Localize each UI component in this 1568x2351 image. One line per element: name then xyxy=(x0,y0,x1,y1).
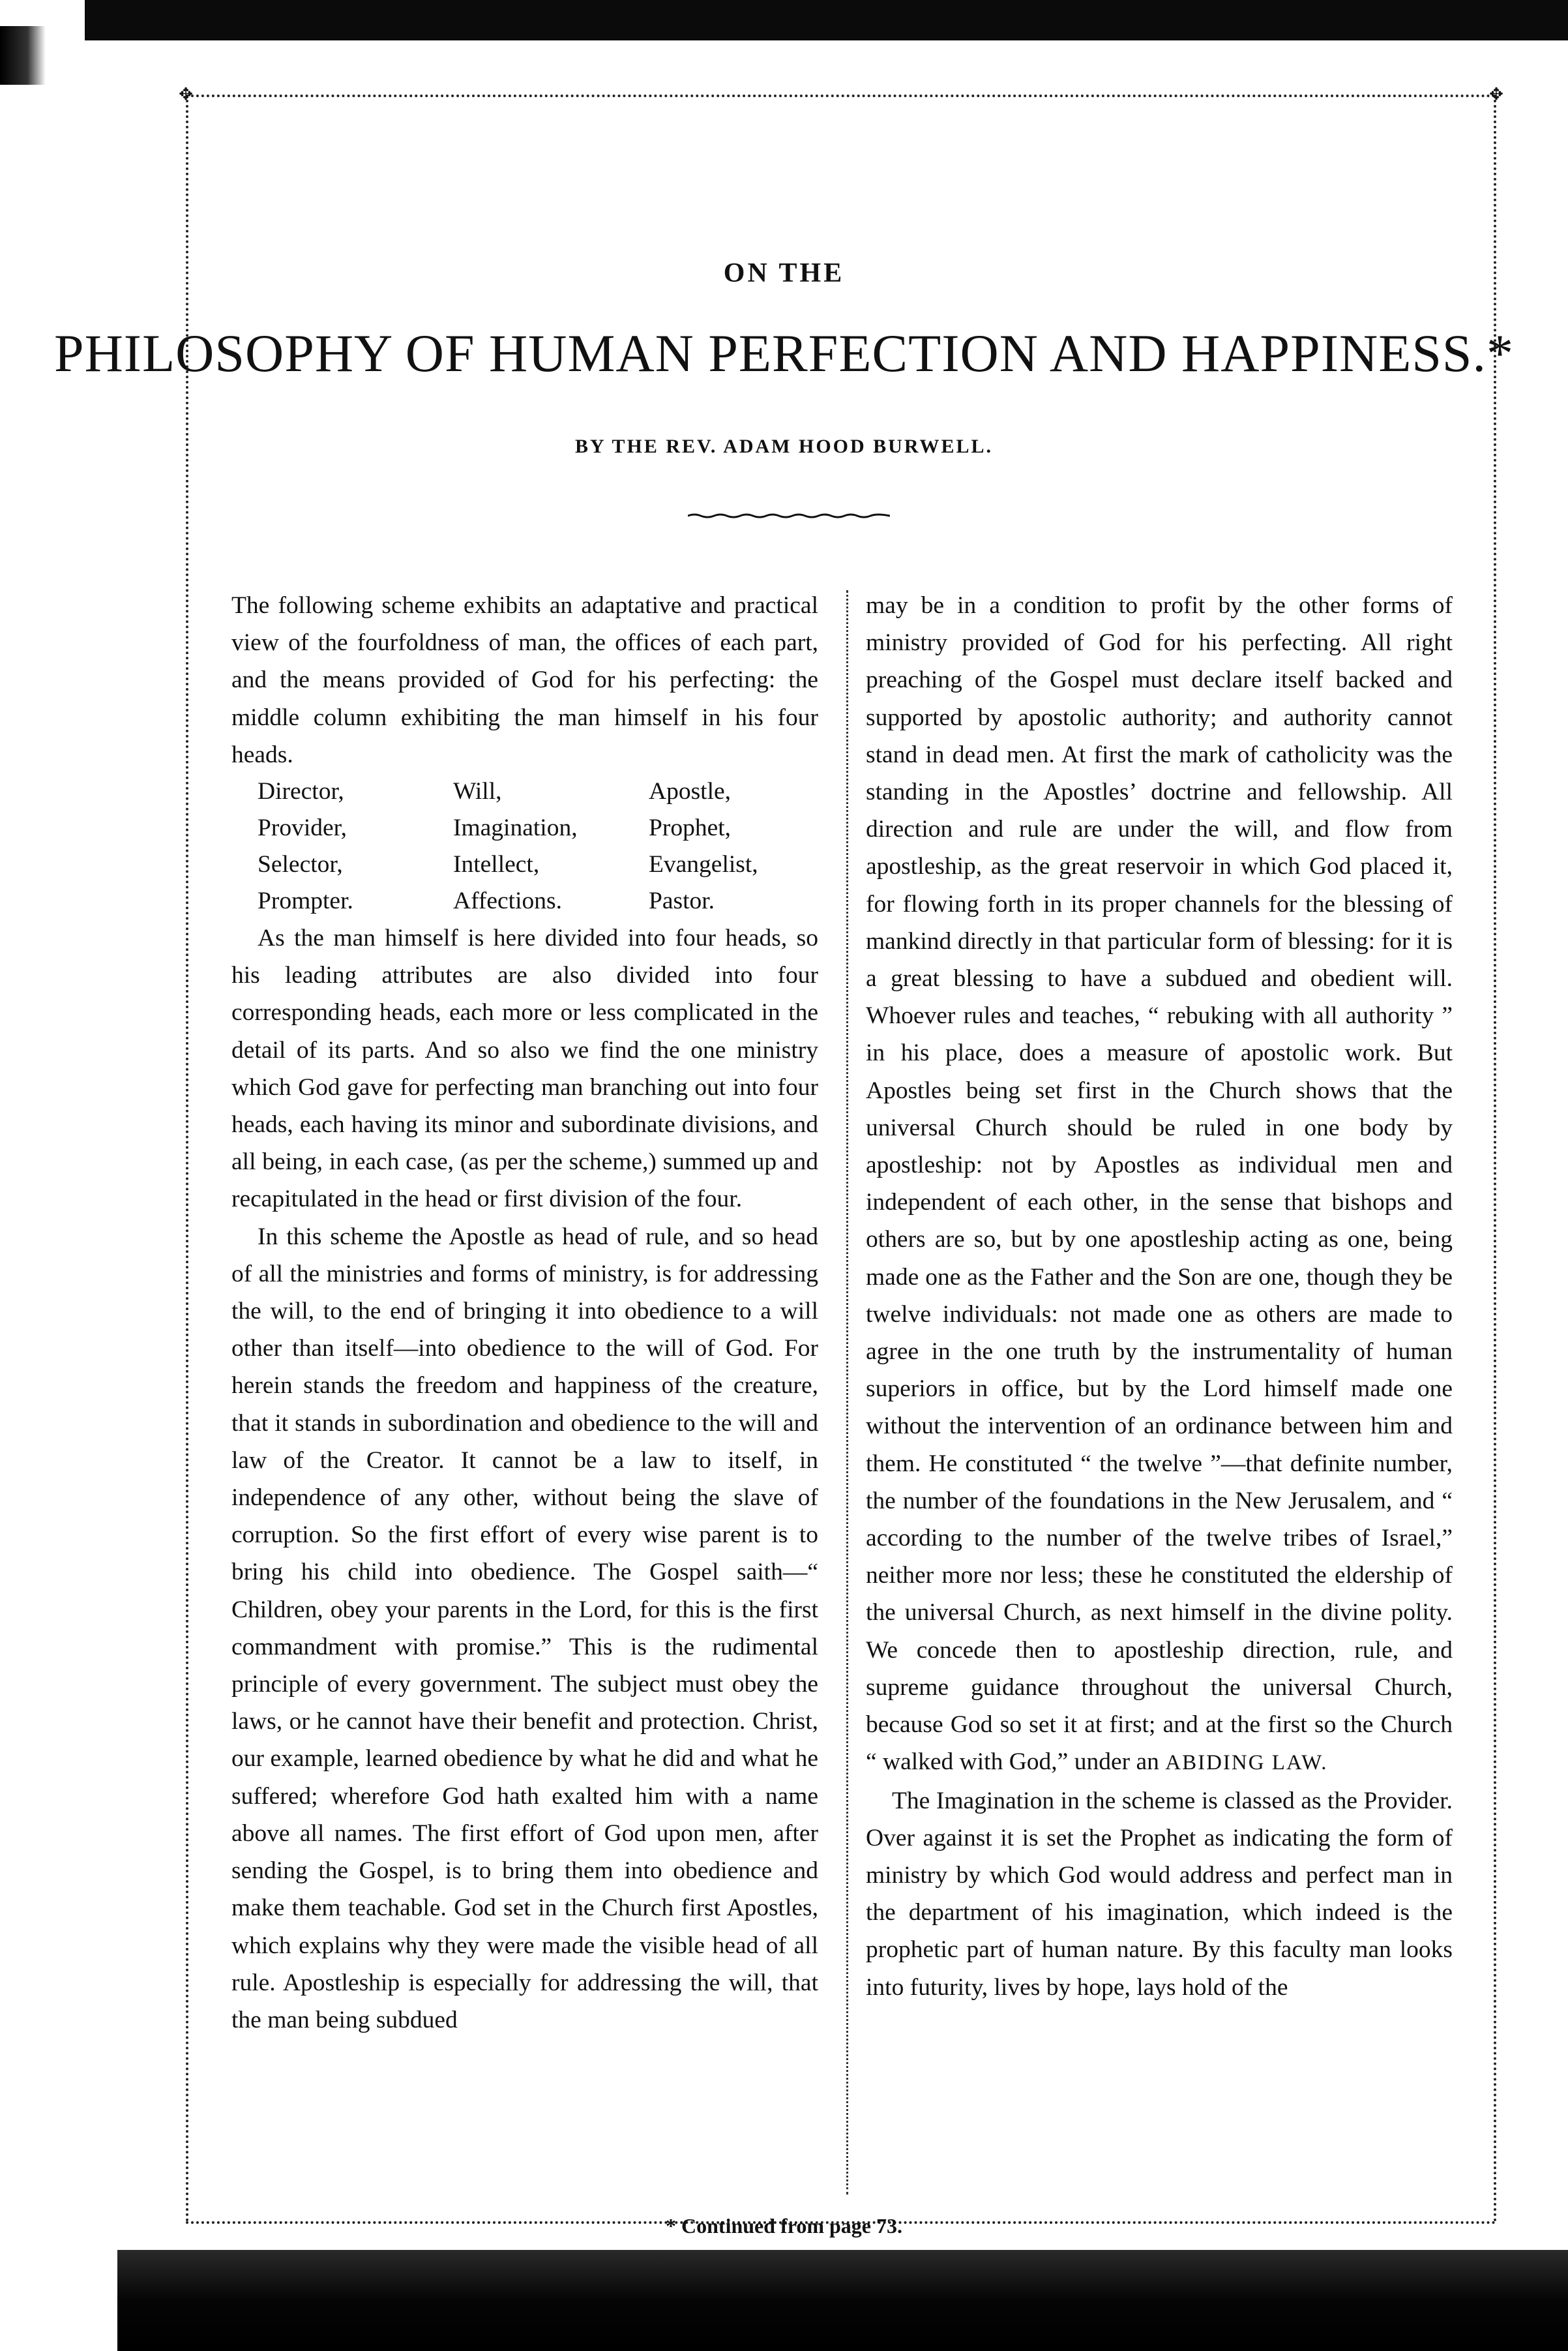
paragraph-intro: The following scheme exhibits an adaptative and practical view of the fourfoldness of man, the offices of each part, and the means provided of God for his perfecting: the middle column exhibiting the man himself in his four heads. xyxy=(231,592,818,768)
abiding-law: ABIDING LAW. xyxy=(1165,1751,1328,1775)
scheme-cell: Apostle, xyxy=(649,778,732,805)
left-column xyxy=(231,587,818,2039)
author-byline: BY THE REV. ADAM HOOD BURWELL. xyxy=(575,436,993,457)
scheme-cell: Pastor. xyxy=(649,888,715,915)
scheme-cell: Will, xyxy=(453,778,502,805)
ornament-top-left: ✥ xyxy=(179,85,193,104)
column-divider xyxy=(846,590,848,2194)
title-preface: ON THE xyxy=(723,258,845,288)
scheme-cell: Intellect, xyxy=(453,851,540,878)
paragraph-imagination: The Imagination in the scheme is classed as the Provider. Over against it is set the Prophet as indicating the form of ministry by which God would address and perfect man in the department of his imagination, which indeed is the prophetic part of human nature. By this faculty man looks into futurity, lives by hope, lays hold of the xyxy=(866,1787,1453,2001)
paragraph-apostle: In this scheme the Apostle as head of rule, and so head of all the ministries and forms of ministry, is for addressing the will, to the end of bringing it into obedience to a will other than itself—into obedience to the will of God. For herein stands the freedom and happiness of the creature, that it stands in subordination and obedience to the will and law of the Creator. It cannot be a law to itself, in independence of any other, without being the slave of corruption. So the first effort of every wise parent is to bring his child into obedience. The Gospel saith—“ Children, obey your parents in the Lord, for this is the first commandment with promise.” This is the rudimental principle of every government. The subject must obey the laws, or he cannot have their benefit and protection. Christ, our example, learned obedience by what he did and what he suffered; wherefore God hath exalted him with a name above all names. The first effort of God upon men, after sending the Gospel, is to bring them into obedience and make them teachable. God set in the Church first Apostles, which explains why they were made the visible head of all rule. Apostleship is especially for addressing the will, that the man being subdued xyxy=(231,1223,818,2033)
paragraph-four-heads: As the man himself is here divided into four heads, so his leading attributes are also divided into four corresponding heads, each more or less complicated in the detail of its parts. And so also we find the one ministry which God gave for perfecting man branching out into four heads, each having its minor and subordinate divisions, and all being, in each case, (as per the scheme,) summed up and recapitulated in the head or first division of the four. xyxy=(231,925,818,1213)
scheme-cell: Prompter. xyxy=(258,888,353,915)
scan-left-edge xyxy=(0,26,46,85)
page-title: PHILOSOPHY OF HUMAN PERFECTION AND HAPPINESS.* xyxy=(53,323,1515,383)
scheme-cell: Director, xyxy=(258,778,344,805)
scheme-cell: Affections. xyxy=(453,888,562,915)
scheme-cell: Selector, xyxy=(258,851,343,878)
scan-top-edge xyxy=(85,0,1568,40)
scheme-table xyxy=(231,773,818,920)
paragraph-apostleship-text: may be in a condition to profit by the other forms of ministry provided of God for his perfecting. All right preaching of the Gospel must declare itself backed and supported by apostolic authority; and authority cannot stand in dead men. At first the mark of catholicity was the standing in the Apostles’ doctrine and fellowship. All direction and rule are under the will, and flow from apostleship, as the great reservoir in which God placed it, for flowing forth in its proper channels for the blessing of mankind directly in that particular form of blessing: for it is a great blessing to have a subdued and obedient will. Whoever rules and teaches, “ rebuking with all authority ” in his place, does a measure of apostolic work. But Apostles being set first in the Church shows that the universal Church should be ruled in one body by apostleship: not by Apostles as individual men and independent of each other, in the sense that bishops and others are so, but by one apostleship acting as one, being made one as the Father and the Son are one, though they be twelve individuals: not made one as others are made to agree in the one truth by the instrumentality of human superiors in office, but by the Lord himself made one without the intervention of an ordinance between him and them. He constituted “ the twelve ”—that definite number, the number of the foundations in the New Jerusalem, and “ according to the number of the twelve tribes of Israel,” neither more nor less; these he constituted the eldership of the universal Church, as next himself in the divine polity. We concede then to apostleship direction, rule, and supreme guidance throughout the universal Church, because God so set it at first; and at the first so the Church “ walked with God,” under an xyxy=(866,592,1453,1776)
ornament-top-right: ✥ xyxy=(1489,85,1503,104)
paragraph-apostleship xyxy=(866,587,1453,1782)
scan-bottom-edge xyxy=(117,2250,1568,2351)
scheme-cell: Prophet, xyxy=(649,815,732,842)
scheme-cell: Provider, xyxy=(258,815,348,842)
scheme-cell: Evangelist, xyxy=(649,851,758,878)
ornamental-divider xyxy=(688,512,890,520)
right-column xyxy=(866,587,1453,2006)
footnote: * Continued from page 73. xyxy=(666,2214,902,2238)
scheme-cell: Imagination, xyxy=(453,815,578,842)
